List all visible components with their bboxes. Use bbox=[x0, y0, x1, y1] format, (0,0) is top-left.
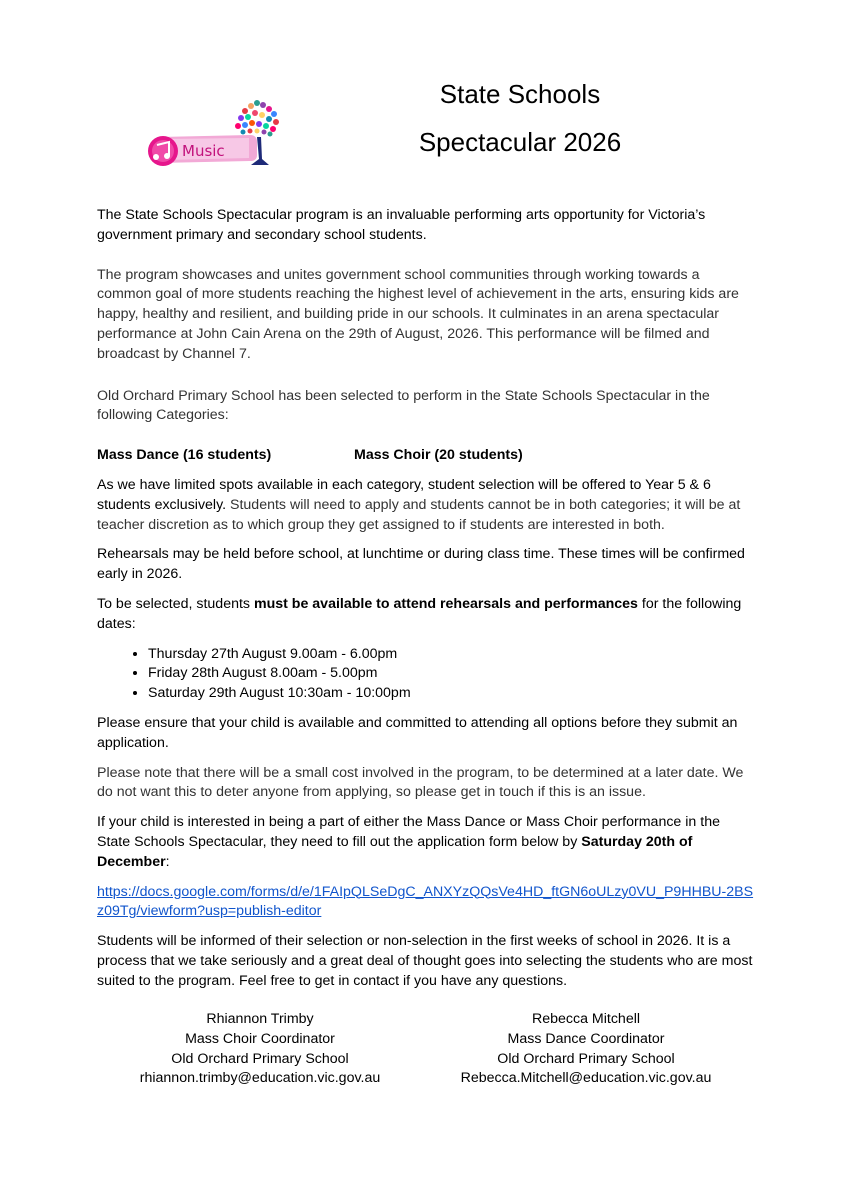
signature-email: rhiannon.trimby@education.vic.gov.au bbox=[139, 1070, 381, 1087]
apply-post: : bbox=[165, 853, 170, 870]
informed-paragraph: Students will be informed of their selection or non-selection in the first weeks of school in 2026. It is a process that we take seriously and a great deal of thought goes into selecting the students who are most suited to the program. Feel free to get in contact if you have any questions. bbox=[97, 933, 753, 989]
application-form-link[interactable]: https://docs.google.com/forms/d/e/1FAIpQLSeDgC_ANXYzQQsVe4HD_ftGN6oULzy0VU_P9HHBU-2BSz09Tg/viewform?usp=publish-editor bbox=[97, 883, 754, 920]
form-link-paragraph bbox=[97, 883, 755, 923]
signature-name: Rhiannon Trimby bbox=[206, 1011, 314, 1027]
apply-paragraph bbox=[97, 813, 755, 872]
category-mass-choir: Mass Choir (20 students) bbox=[354, 447, 523, 464]
cost-paragraph: Please note that there will be a small cost involved in the program, to be determined at a later date. We do not want this to deter anyone from applying, so please get in touch if this is an issue. bbox=[97, 764, 744, 801]
signature-name: Rebecca Mitchell bbox=[531, 1011, 641, 1027]
signature-right bbox=[455, 1010, 717, 1089]
rehearsals-paragraph: Rehearsals may be held before school, at lunchtime or during class time. These times will be confirmed early in 2026. bbox=[97, 546, 745, 583]
list-item: • Saturday 29th August 10:30am - 10:00pm bbox=[148, 684, 755, 704]
list-item: • Friday 28th August 8.00am - 5.00pm bbox=[148, 664, 755, 684]
letter-body bbox=[97, 206, 755, 992]
ensure-paragraph: Please ensure that your child is available and committed to attending all options before they submit an application. bbox=[97, 714, 738, 751]
page-title-line1: State Schools bbox=[439, 79, 601, 109]
availability-pre: To be selected, students bbox=[97, 595, 254, 612]
page-title-line2: Spectacular 2026 bbox=[418, 127, 622, 157]
category-mass-dance: Mass Dance (16 students) bbox=[97, 447, 272, 464]
availability-bold: must be available to attend rehearsals and performances bbox=[253, 595, 638, 612]
signature-school: Old Orchard Primary School bbox=[171, 1050, 349, 1067]
signature-email: Rebecca.Mitchell@education.vic.gov.au bbox=[460, 1070, 712, 1087]
apply-pre: If your child is interested in being a part of either the Mass Dance or Mass Choir performance in the State Schools Spectacular, they need to fill out the application form below by bbox=[97, 814, 720, 850]
music-logo bbox=[145, 97, 285, 172]
signature-left bbox=[130, 1010, 390, 1089]
signature-school: Old Orchard Primary School bbox=[497, 1050, 675, 1067]
categories bbox=[97, 446, 755, 466]
availability-post: for the following dates: bbox=[97, 595, 742, 632]
logo-text: Music bbox=[182, 142, 225, 160]
apply-deadline: Saturday 20th of December bbox=[97, 833, 693, 870]
signature-role: Mass Dance Coordinator bbox=[507, 1030, 665, 1047]
limited-text-b: Students will need to apply and students cannot be in both categories; it will be at teacher discretion as to which group they get assigned to if students are interested in both. bbox=[97, 496, 741, 533]
program-paragraph: The program showcases and unites government school communities through working towards a common goal of more students reaching the highest level of achievement in the arts, ensuring kids are happy, healthy and resilient, and building pride in our schools. It culminates in an arena spectacular performance at John Cain Arena on the 29th of August, 2026. This performance will be filmed and broadcast by Channel 7. bbox=[97, 266, 739, 362]
selected-paragraph: Old Orchard Primary School has been selected to perform in the State Schools Spectacular in the following Categories: bbox=[97, 387, 710, 424]
availability-paragraph bbox=[97, 595, 755, 635]
list-item: • Thursday 27th August 9.00am - 6.00pm bbox=[148, 645, 755, 665]
signature-role: Mass Choir Coordinator bbox=[185, 1030, 335, 1047]
intro-paragraph: The State Schools Spectacular program is an invaluable performing arts opportunity for Victoria’s government primary and secondary school students. bbox=[97, 207, 706, 243]
limited-paragraph bbox=[97, 476, 755, 535]
dates-list bbox=[97, 645, 755, 704]
limited-text-a: As we have limited spots available in each category, student selection will be offered to Year 5 & 6 students exclusively. bbox=[97, 476, 711, 513]
